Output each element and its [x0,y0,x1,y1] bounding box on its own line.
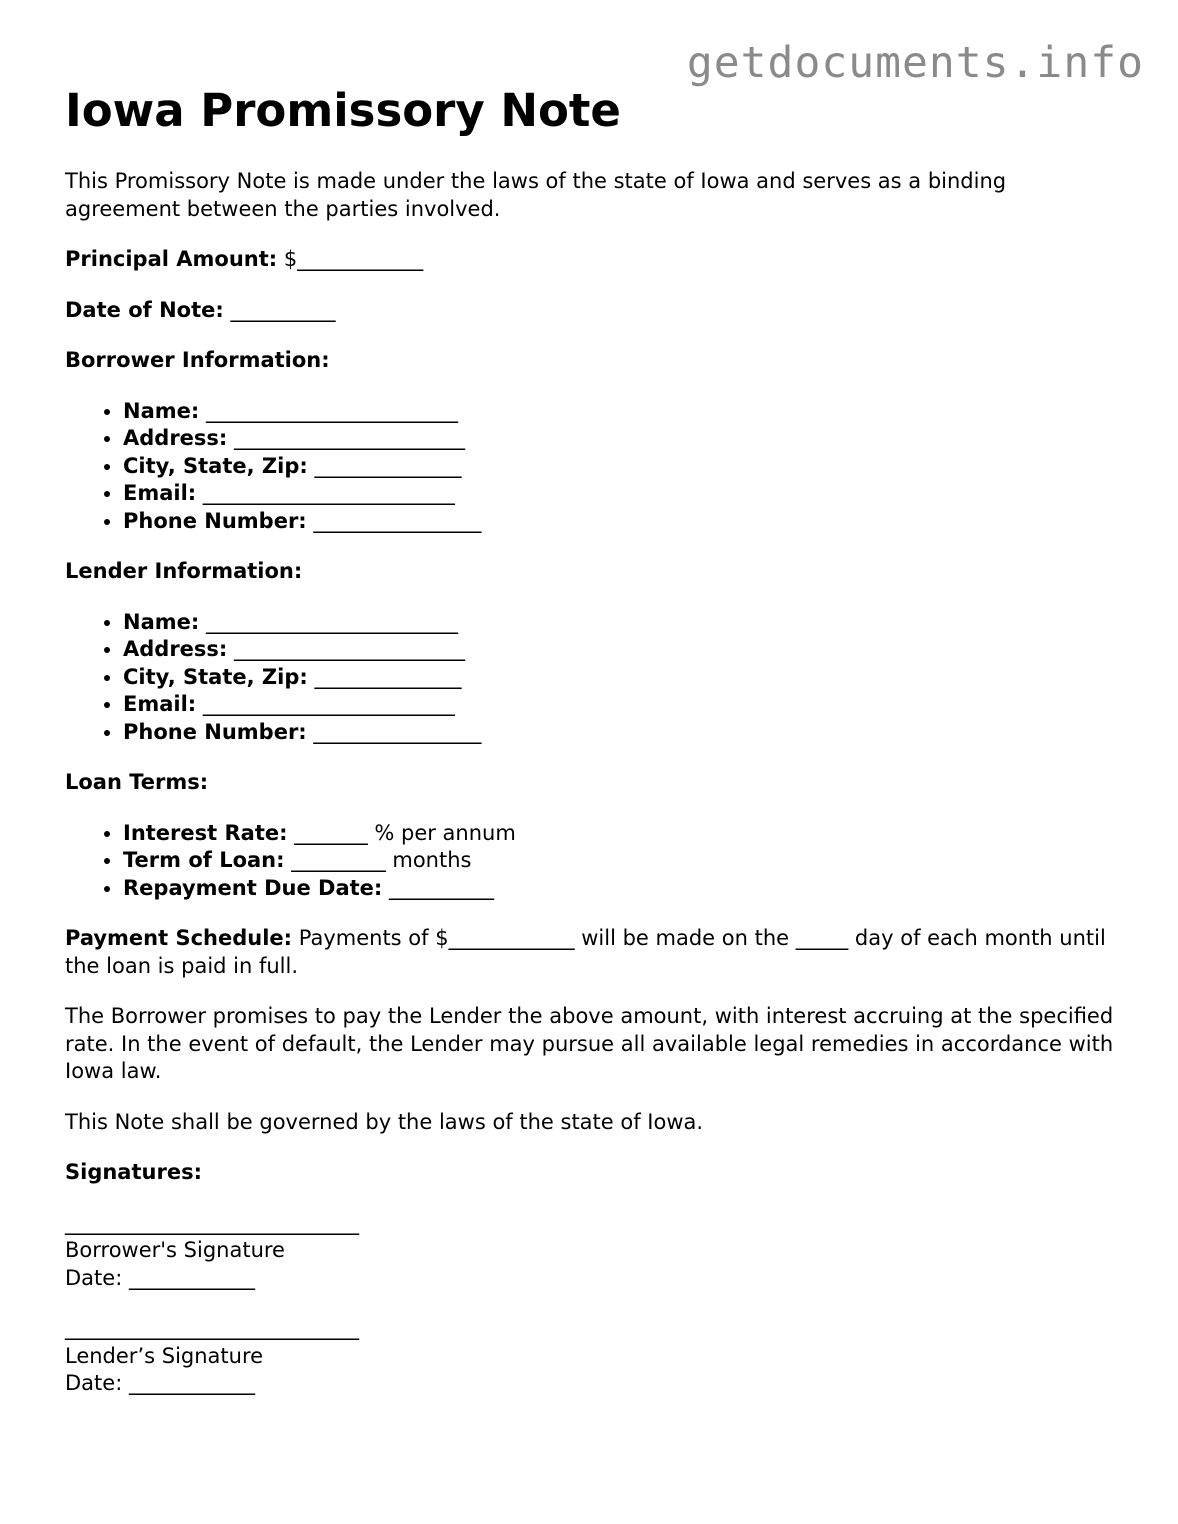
list-item: • Name: ________________________ [123,609,1125,637]
signatures-heading: Signatures: [65,1160,202,1184]
loan-terms-list [65,820,1125,903]
promise-paragraph: The Borrower promises to pay the Lender the above amount, with interest accruing at the specified rate. In the event of default, the Lender may pursue all available legal remedies in accordance with Iowa law. [65,1004,1114,1083]
borrower-list [65,398,1125,536]
principal-amount-label: Principal Amount: [65,247,278,271]
payment-schedule-text: Payments of $____________ will be made on the _____ day of each month until the loan is paid in full. [65,926,1106,978]
list-item: • Repayment Due Date: __________ [123,875,1125,903]
date-of-note-label: Date of Note: [65,297,224,322]
date-of-note-value: __________ [223,297,336,322]
borrower-signature-block [65,1210,1125,1293]
payment-schedule-label: Payment Schedule: [65,926,293,950]
list-item: • Phone Number: ________________ [123,719,1125,747]
borrower-signature-line: ____________________________ [65,1210,359,1235]
lender-heading: Lender Information: [65,559,303,583]
list-item: • Term of Loan: _________ months [123,847,1125,875]
list-item: • Email: ________________________ [123,691,1125,719]
document-page [65,80,1125,1398]
watermark: getdocuments.info [686,38,1144,88]
list-item: • Email: ________________________ [123,480,1125,508]
borrower-heading: Borrower Information: [65,348,330,372]
loan-terms-heading: Loan Terms: [65,770,209,794]
borrower-signature-label: Borrower's Signature [65,1238,285,1262]
list-item: • Address: ______________________ [123,425,1125,453]
intro-paragraph: This Promissory Note is made under the laws of the state of Iowa and serves as a binding agreement between the parties involved. [65,169,1007,221]
lender-signature-line: ____________________________ [65,1316,359,1340]
payment-schedule-paragraph [65,925,1125,980]
principal-amount-field [65,246,1125,274]
lender-list [65,609,1125,747]
governing-law-paragraph: This Note shall be governed by the laws of the state of Iowa. [65,1109,704,1134]
list-item: • Address: ______________________ [123,636,1125,664]
list-item: • Name: ________________________ [123,398,1125,426]
list-item: • Phone Number: ________________ [123,508,1125,536]
list-item: • City, State, Zip: ______________ [123,664,1125,692]
principal-amount-value: $____________ [277,247,424,271]
borrower-signature-date: Date: ____________ [65,1265,255,1290]
lender-signature-label: Lender’s Signature [65,1343,264,1368]
page-title: Iowa Promissory Note [65,84,621,137]
list-item: • Interest Rate: _______ % per annum [123,820,1125,848]
list-item: • City, State, Zip: ______________ [123,453,1125,481]
lender-signature-date: Date: ____________ [65,1371,255,1395]
date-of-note-field [65,297,1125,325]
lender-signature-block [65,1315,1125,1398]
